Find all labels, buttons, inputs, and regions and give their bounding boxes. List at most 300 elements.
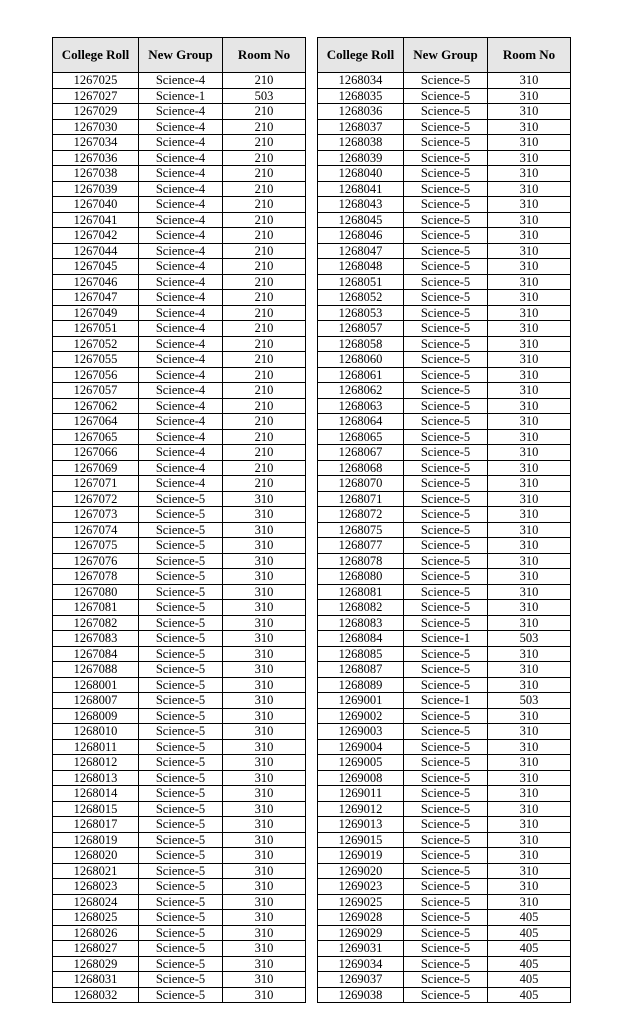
college-roll-cell: 1268037 — [318, 119, 404, 135]
table-row — [318, 925, 571, 941]
room-no-cell: 310 — [488, 584, 571, 600]
college-roll-cell: 1267062 — [53, 398, 139, 414]
room-no-cell: 210 — [223, 398, 306, 414]
room-no-cell: 310 — [488, 786, 571, 802]
college-roll-cell: 1268063 — [318, 398, 404, 414]
college-roll-header: College Roll — [53, 38, 139, 73]
table-row — [318, 817, 571, 833]
table-row — [53, 228, 306, 244]
new-group-cell: Science-5 — [139, 584, 223, 600]
room-no-cell: 310 — [223, 491, 306, 507]
new-group-cell: Science-5 — [404, 305, 488, 321]
new-group-cell: Science-5 — [404, 88, 488, 104]
room-no-cell: 310 — [223, 677, 306, 693]
college-roll-cell: 1267084 — [53, 646, 139, 662]
college-roll-cell: 1267041 — [53, 212, 139, 228]
college-roll-cell: 1268058 — [318, 336, 404, 352]
new-group-cell: Science-5 — [139, 910, 223, 926]
room-no-cell: 405 — [488, 987, 571, 1003]
room-no-cell: 210 — [223, 321, 306, 337]
table-row — [53, 662, 306, 678]
table-row — [318, 135, 571, 151]
college-roll-cell: 1267052 — [53, 336, 139, 352]
room-no-cell: 310 — [488, 724, 571, 740]
table-row — [318, 383, 571, 399]
table-row — [53, 243, 306, 259]
college-roll-cell: 1268031 — [53, 972, 139, 988]
table-row — [318, 429, 571, 445]
room-no-cell: 310 — [488, 801, 571, 817]
room-no-cell: 310 — [488, 553, 571, 569]
new-group-cell: Science-5 — [404, 832, 488, 848]
new-group-cell: Science-5 — [404, 429, 488, 445]
new-group-cell: Science-5 — [139, 848, 223, 864]
college-roll-cell: 1268010 — [53, 724, 139, 740]
table-row — [53, 259, 306, 275]
college-roll-cell: 1268062 — [318, 383, 404, 399]
college-roll-cell: 1267075 — [53, 538, 139, 554]
table-row — [318, 305, 571, 321]
college-roll-header: College Roll — [318, 38, 404, 73]
room-no-cell: 210 — [223, 274, 306, 290]
table-row — [318, 786, 571, 802]
table-row — [53, 677, 306, 693]
room-no-cell: 310 — [223, 801, 306, 817]
room-no-cell: 210 — [223, 259, 306, 275]
room-no-header: Room No — [223, 38, 306, 73]
room-no-cell: 310 — [223, 538, 306, 554]
new-group-cell: Science-4 — [139, 197, 223, 213]
table-row — [318, 445, 571, 461]
new-group-cell: Science-5 — [139, 693, 223, 709]
new-group-cell: Science-4 — [139, 321, 223, 337]
table-row — [318, 956, 571, 972]
room-no-cell: 310 — [488, 367, 571, 383]
new-group-cell: Science-5 — [404, 383, 488, 399]
new-group-cell: Science-5 — [139, 538, 223, 554]
new-group-cell: Science-5 — [404, 801, 488, 817]
new-group-cell: Science-5 — [139, 569, 223, 585]
header-row — [318, 38, 571, 73]
college-roll-cell: 1268082 — [318, 600, 404, 616]
room-no-cell: 310 — [488, 290, 571, 306]
table-row — [318, 739, 571, 755]
room-no-cell: 210 — [223, 367, 306, 383]
table-row — [53, 476, 306, 492]
new-group-cell: Science-1 — [404, 631, 488, 647]
table-row — [318, 336, 571, 352]
college-roll-cell: 1268009 — [53, 708, 139, 724]
table-row — [318, 274, 571, 290]
college-roll-cell: 1267044 — [53, 243, 139, 259]
table-row — [53, 522, 306, 538]
table-row — [318, 181, 571, 197]
college-roll-cell: 1267074 — [53, 522, 139, 538]
college-roll-cell: 1269008 — [318, 770, 404, 786]
room-no-cell: 405 — [488, 956, 571, 972]
table-row — [318, 243, 571, 259]
college-roll-cell: 1268065 — [318, 429, 404, 445]
college-roll-cell: 1267045 — [53, 259, 139, 275]
room-no-cell: 310 — [488, 708, 571, 724]
new-group-cell: Science-5 — [404, 910, 488, 926]
table-row — [53, 166, 306, 182]
table-row — [318, 507, 571, 523]
room-no-cell: 310 — [488, 522, 571, 538]
new-group-cell: Science-4 — [139, 274, 223, 290]
college-roll-cell: 1267069 — [53, 460, 139, 476]
college-roll-cell: 1268001 — [53, 677, 139, 693]
table-row — [318, 460, 571, 476]
table-row — [318, 212, 571, 228]
college-roll-cell: 1268083 — [318, 615, 404, 631]
new-group-cell: Science-5 — [404, 925, 488, 941]
table-row — [53, 414, 306, 430]
room-no-cell: 210 — [223, 336, 306, 352]
college-roll-cell: 1268084 — [318, 631, 404, 647]
college-roll-cell: 1269015 — [318, 832, 404, 848]
room-no-cell: 310 — [488, 88, 571, 104]
table-row — [53, 956, 306, 972]
table-row — [318, 352, 571, 368]
new-group-cell: Science-5 — [404, 941, 488, 957]
new-group-cell: Science-5 — [139, 941, 223, 957]
college-roll-cell: 1269023 — [318, 879, 404, 895]
new-group-cell: Science-5 — [404, 352, 488, 368]
table-row — [318, 662, 571, 678]
room-no-cell: 310 — [223, 584, 306, 600]
room-no-cell: 310 — [488, 445, 571, 461]
room-no-cell: 310 — [488, 507, 571, 523]
table-row — [53, 398, 306, 414]
room-no-cell: 310 — [223, 600, 306, 616]
table-row — [318, 228, 571, 244]
new-group-cell: Science-5 — [139, 956, 223, 972]
new-group-cell: Science-5 — [139, 600, 223, 616]
table-row — [318, 569, 571, 585]
college-roll-cell: 1268019 — [53, 832, 139, 848]
room-no-cell: 310 — [223, 817, 306, 833]
room-no-cell: 210 — [223, 352, 306, 368]
table-row — [53, 336, 306, 352]
college-roll-cell: 1268081 — [318, 584, 404, 600]
college-roll-cell: 1267040 — [53, 197, 139, 213]
college-roll-cell: 1267025 — [53, 73, 139, 89]
college-roll-cell: 1268029 — [53, 956, 139, 972]
new-group-cell: Science-4 — [139, 290, 223, 306]
room-no-cell: 310 — [488, 600, 571, 616]
new-group-cell: Science-5 — [404, 755, 488, 771]
table-row — [53, 879, 306, 895]
room-no-cell: 310 — [223, 507, 306, 523]
new-group-cell: Science-4 — [139, 166, 223, 182]
college-roll-cell: 1267073 — [53, 507, 139, 523]
room-no-cell: 310 — [223, 786, 306, 802]
room-no-cell: 310 — [488, 538, 571, 554]
room-no-cell: 310 — [488, 197, 571, 213]
new-group-cell: Science-5 — [139, 677, 223, 693]
table-row — [318, 321, 571, 337]
new-group-cell: Science-4 — [139, 367, 223, 383]
table-row — [53, 801, 306, 817]
college-roll-cell: 1268035 — [318, 88, 404, 104]
room-no-cell: 210 — [223, 135, 306, 151]
room-no-cell: 310 — [488, 569, 571, 585]
new-group-cell: Science-5 — [404, 987, 488, 1003]
table-row — [53, 724, 306, 740]
college-roll-cell: 1269003 — [318, 724, 404, 740]
college-roll-cell: 1267047 — [53, 290, 139, 306]
new-group-header: New Group — [139, 38, 223, 73]
new-group-cell: Science-5 — [404, 460, 488, 476]
room-no-cell: 310 — [488, 770, 571, 786]
room-no-cell: 310 — [488, 491, 571, 507]
table-row — [318, 367, 571, 383]
new-group-cell: Science-5 — [404, 445, 488, 461]
table-row — [53, 119, 306, 135]
new-group-cell: Science-4 — [139, 259, 223, 275]
new-group-cell: Science-5 — [139, 662, 223, 678]
table-row — [53, 73, 306, 89]
college-roll-cell: 1268064 — [318, 414, 404, 430]
new-group-cell: Science-5 — [139, 491, 223, 507]
room-no-header: Room No — [488, 38, 571, 73]
room-no-cell: 405 — [488, 910, 571, 926]
new-group-cell: Science-5 — [404, 166, 488, 182]
college-roll-cell: 1269038 — [318, 987, 404, 1003]
room-no-cell: 310 — [488, 305, 571, 321]
college-roll-cell: 1269029 — [318, 925, 404, 941]
new-group-cell: Science-5 — [404, 476, 488, 492]
new-group-cell: Science-5 — [139, 755, 223, 771]
room-no-cell: 310 — [488, 259, 571, 275]
room-no-cell: 310 — [223, 755, 306, 771]
new-group-cell: Science-5 — [404, 212, 488, 228]
room-no-cell: 210 — [223, 73, 306, 89]
table-row — [318, 119, 571, 135]
college-roll-cell: 1268071 — [318, 491, 404, 507]
room-no-cell: 310 — [488, 677, 571, 693]
college-roll-cell: 1267027 — [53, 88, 139, 104]
new-group-header: New Group — [404, 38, 488, 73]
room-no-cell: 210 — [223, 228, 306, 244]
room-no-cell: 310 — [488, 646, 571, 662]
table-row — [318, 290, 571, 306]
room-no-cell: 210 — [223, 166, 306, 182]
new-group-cell: Science-5 — [139, 522, 223, 538]
new-group-cell: Science-5 — [139, 646, 223, 662]
college-roll-cell: 1269013 — [318, 817, 404, 833]
table-row — [53, 429, 306, 445]
room-no-cell: 310 — [223, 522, 306, 538]
new-group-cell: Science-5 — [404, 553, 488, 569]
room-no-cell: 310 — [223, 770, 306, 786]
table-row — [318, 398, 571, 414]
college-roll-cell: 1268070 — [318, 476, 404, 492]
college-roll-cell: 1267082 — [53, 615, 139, 631]
room-no-cell: 310 — [223, 708, 306, 724]
table-row — [318, 693, 571, 709]
new-group-cell: Science-5 — [404, 615, 488, 631]
room-no-cell: 210 — [223, 212, 306, 228]
table-row — [318, 600, 571, 616]
new-group-cell: Science-5 — [404, 600, 488, 616]
room-no-cell: 310 — [488, 135, 571, 151]
new-group-cell: Science-5 — [139, 832, 223, 848]
room-no-cell: 310 — [488, 321, 571, 337]
college-roll-cell: 1269001 — [318, 693, 404, 709]
college-roll-cell: 1268023 — [53, 879, 139, 895]
new-group-cell: Science-5 — [404, 848, 488, 864]
college-roll-cell: 1268015 — [53, 801, 139, 817]
new-group-cell: Science-5 — [404, 228, 488, 244]
table-row — [53, 150, 306, 166]
table-row — [318, 615, 571, 631]
college-roll-cell: 1267042 — [53, 228, 139, 244]
room-no-cell: 310 — [223, 631, 306, 647]
room-no-cell: 310 — [223, 569, 306, 585]
roll-table-right — [317, 37, 571, 1003]
college-roll-cell: 1267034 — [53, 135, 139, 151]
college-roll-cell: 1267064 — [53, 414, 139, 430]
room-no-cell: 210 — [223, 445, 306, 461]
college-roll-cell: 1269025 — [318, 894, 404, 910]
new-group-cell: Science-5 — [139, 553, 223, 569]
new-group-cell: Science-5 — [404, 491, 488, 507]
college-roll-cell: 1267057 — [53, 383, 139, 399]
room-no-cell: 503 — [223, 88, 306, 104]
new-group-cell: Science-5 — [139, 817, 223, 833]
college-roll-cell: 1269002 — [318, 708, 404, 724]
table-row — [318, 894, 571, 910]
college-roll-cell: 1268087 — [318, 662, 404, 678]
new-group-cell: Science-5 — [404, 181, 488, 197]
new-group-cell: Science-1 — [404, 693, 488, 709]
college-roll-cell: 1269034 — [318, 956, 404, 972]
new-group-cell: Science-5 — [139, 863, 223, 879]
college-roll-cell: 1268041 — [318, 181, 404, 197]
room-no-cell: 210 — [223, 460, 306, 476]
table-row — [318, 848, 571, 864]
room-no-cell: 210 — [223, 290, 306, 306]
room-no-cell: 310 — [488, 615, 571, 631]
college-roll-cell: 1267072 — [53, 491, 139, 507]
new-group-cell: Science-4 — [139, 150, 223, 166]
table-row — [53, 832, 306, 848]
college-roll-cell: 1269020 — [318, 863, 404, 879]
college-roll-cell: 1268012 — [53, 755, 139, 771]
new-group-cell: Science-5 — [404, 119, 488, 135]
new-group-cell: Science-5 — [139, 879, 223, 895]
room-no-cell: 310 — [488, 429, 571, 445]
room-no-cell: 310 — [223, 879, 306, 895]
college-roll-cell: 1268057 — [318, 321, 404, 337]
table-row — [53, 274, 306, 290]
table-row — [53, 755, 306, 771]
table-row — [318, 73, 571, 89]
college-roll-cell: 1268053 — [318, 305, 404, 321]
college-roll-cell: 1268025 — [53, 910, 139, 926]
college-roll-cell: 1268011 — [53, 739, 139, 755]
new-group-cell: Science-5 — [404, 367, 488, 383]
college-roll-cell: 1268043 — [318, 197, 404, 213]
college-roll-cell: 1268040 — [318, 166, 404, 182]
table-row — [53, 786, 306, 802]
table-row — [318, 770, 571, 786]
room-no-cell: 310 — [223, 910, 306, 926]
room-no-cell: 210 — [223, 305, 306, 321]
room-no-cell: 210 — [223, 197, 306, 213]
room-no-cell: 310 — [223, 925, 306, 941]
new-group-cell: Science-4 — [139, 336, 223, 352]
room-no-cell: 210 — [223, 383, 306, 399]
table-row — [318, 553, 571, 569]
table-row — [53, 181, 306, 197]
college-roll-cell: 1268072 — [318, 507, 404, 523]
room-no-cell: 310 — [223, 956, 306, 972]
college-roll-cell: 1269004 — [318, 739, 404, 755]
table-row — [53, 925, 306, 941]
college-roll-cell: 1268026 — [53, 925, 139, 941]
table-row — [53, 352, 306, 368]
new-group-cell: Science-5 — [139, 786, 223, 802]
new-group-cell: Science-5 — [139, 739, 223, 755]
college-roll-cell: 1267030 — [53, 119, 139, 135]
table-row — [53, 817, 306, 833]
college-roll-cell: 1268067 — [318, 445, 404, 461]
new-group-cell: Science-5 — [139, 631, 223, 647]
table-row — [318, 259, 571, 275]
college-roll-cell: 1268036 — [318, 104, 404, 120]
new-group-cell: Science-5 — [404, 507, 488, 523]
new-group-cell: Science-4 — [139, 398, 223, 414]
table-row — [318, 150, 571, 166]
college-roll-cell: 1268080 — [318, 569, 404, 585]
college-roll-cell: 1267029 — [53, 104, 139, 120]
new-group-cell: Science-4 — [139, 181, 223, 197]
table-row — [318, 646, 571, 662]
table-row — [318, 801, 571, 817]
new-group-cell: Science-5 — [404, 197, 488, 213]
new-group-cell: Science-4 — [139, 119, 223, 135]
college-roll-cell: 1267056 — [53, 367, 139, 383]
room-no-cell: 310 — [488, 150, 571, 166]
college-roll-cell: 1267078 — [53, 569, 139, 585]
college-roll-cell: 1267049 — [53, 305, 139, 321]
room-no-cell: 310 — [223, 894, 306, 910]
room-no-cell: 310 — [488, 755, 571, 771]
college-roll-cell: 1268078 — [318, 553, 404, 569]
new-group-cell: Science-5 — [404, 708, 488, 724]
table-row — [53, 507, 306, 523]
table-row — [318, 584, 571, 600]
college-roll-cell: 1268085 — [318, 646, 404, 662]
room-no-cell: 310 — [488, 460, 571, 476]
college-roll-cell: 1267076 — [53, 553, 139, 569]
new-group-cell: Science-5 — [404, 584, 488, 600]
college-roll-cell: 1269028 — [318, 910, 404, 926]
table-row — [318, 491, 571, 507]
table-row — [318, 538, 571, 554]
college-roll-cell: 1268045 — [318, 212, 404, 228]
college-roll-cell: 1269031 — [318, 941, 404, 957]
table-row — [318, 631, 571, 647]
new-group-cell: Science-5 — [404, 677, 488, 693]
new-group-cell: Science-5 — [139, 770, 223, 786]
new-group-cell: Science-4 — [139, 305, 223, 321]
table-row — [53, 972, 306, 988]
new-group-cell: Science-4 — [139, 414, 223, 430]
